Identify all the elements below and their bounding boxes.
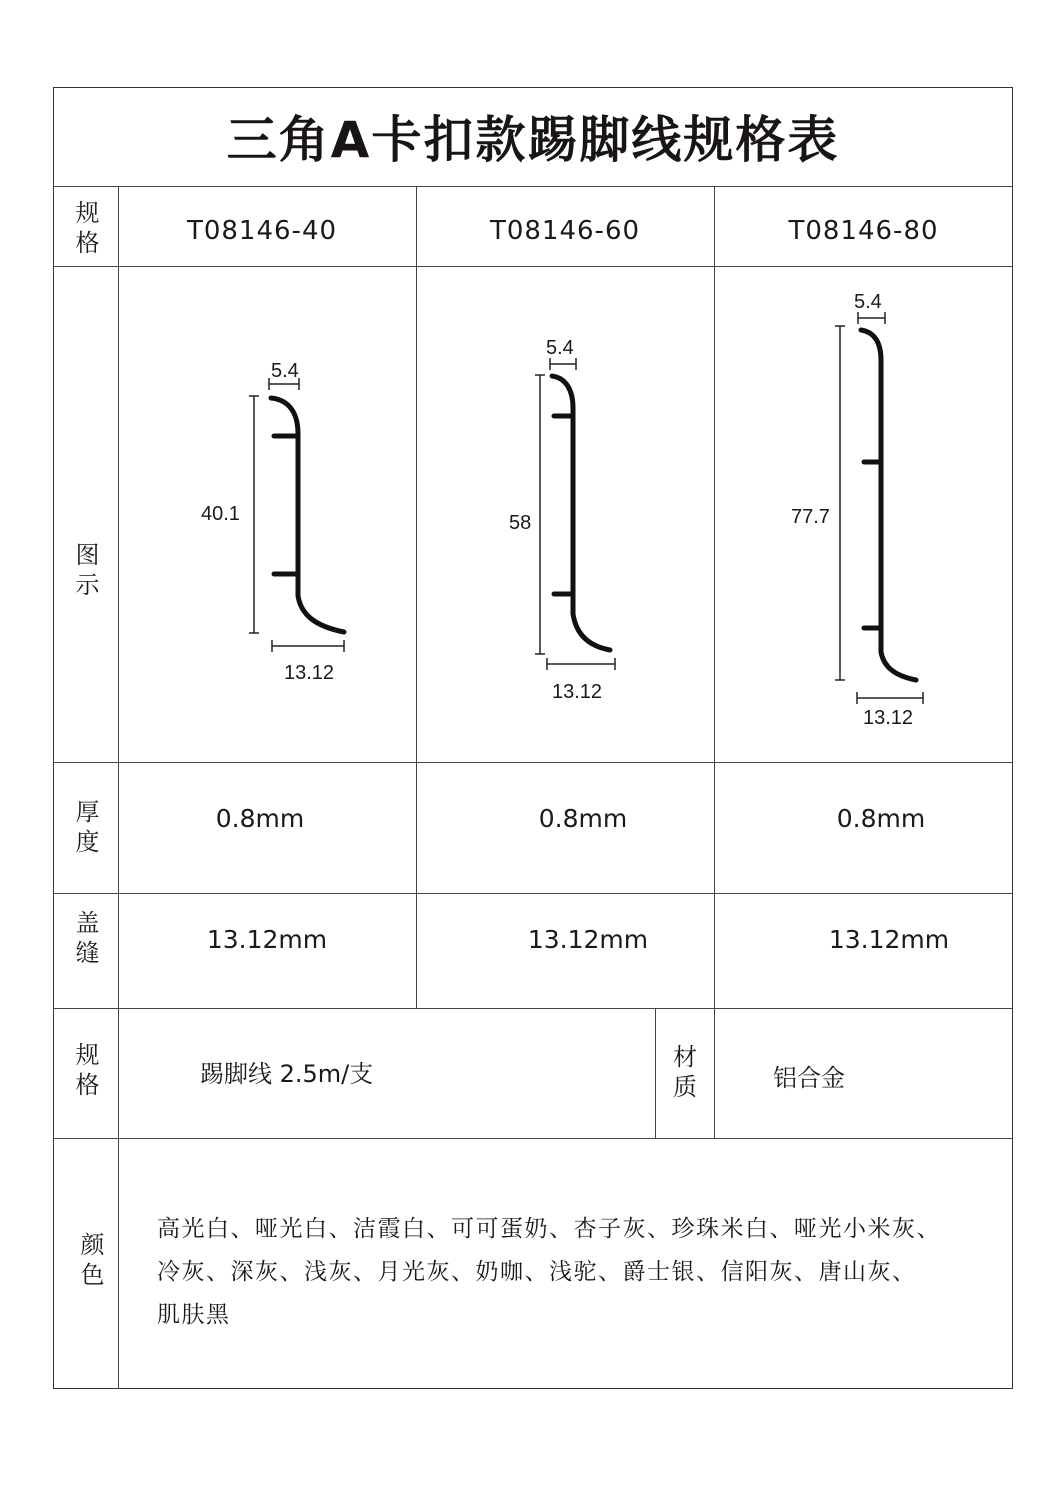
divider [53, 893, 1013, 894]
model-number: T08146-60 [489, 216, 641, 246]
dim-height: 77.7 [791, 506, 830, 528]
dim-top-width: 5.4 [854, 291, 882, 313]
material-label: 材 质 [673, 1043, 697, 1101]
row-label-spec: 规 格 [75, 199, 100, 257]
divider [53, 1008, 1013, 1009]
dim-top-width: 5.4 [271, 360, 299, 382]
dim-height: 58 [509, 512, 532, 534]
profile-diagram-80 [714, 266, 1013, 762]
page-title: 三角A卡扣款踢脚线规格表 [226, 111, 840, 169]
color-line: 冷灰、深灰、浅灰、月光灰、奶咖、浅驼、爵士银、信阳灰、唐山灰、 [157, 1259, 917, 1285]
thickness-value: 0.8mm [836, 804, 926, 833]
dim-height: 40.1 [201, 503, 240, 525]
divider [53, 1138, 1013, 1139]
row-label-diagram: 图 示 [75, 541, 100, 599]
thickness-value: 0.8mm [538, 804, 628, 833]
divider [53, 186, 1013, 187]
color-line: 肌肤黑 [157, 1302, 231, 1328]
length-value: 踢脚线 2.5m/支 [200, 1060, 374, 1088]
divider [53, 762, 1013, 763]
profile-diagram-60 [416, 266, 714, 762]
row-label-cover: 盖 缝 [75, 909, 100, 967]
dim-bottom-width: 13.12 [284, 662, 335, 684]
model-number: T08146-80 [788, 216, 939, 246]
thickness-value: 0.8mm [215, 804, 305, 833]
color-line: 高光白、哑光白、洁霞白、可可蛋奶、杏子灰、珍珠米白、哑光小米灰、 [157, 1216, 941, 1242]
color-list [157, 1208, 1002, 1337]
material-value: 铝合金 [773, 1064, 845, 1092]
model-number: T08146-40 [186, 216, 338, 246]
dim-top-width: 5.4 [546, 337, 574, 359]
profile-diagram-40 [118, 266, 416, 762]
row-label-length: 规 格 [75, 1041, 100, 1099]
row-label-thickness: 厚 度 [75, 798, 100, 856]
cover-value: 13.12mm [828, 925, 950, 954]
cover-value: 13.12mm [527, 925, 649, 954]
dim-bottom-width: 13.12 [863, 707, 914, 729]
cover-value: 13.12mm [206, 925, 328, 954]
dim-bottom-width: 13.12 [552, 681, 603, 703]
row-label-color: 颜 色 [80, 1231, 105, 1289]
